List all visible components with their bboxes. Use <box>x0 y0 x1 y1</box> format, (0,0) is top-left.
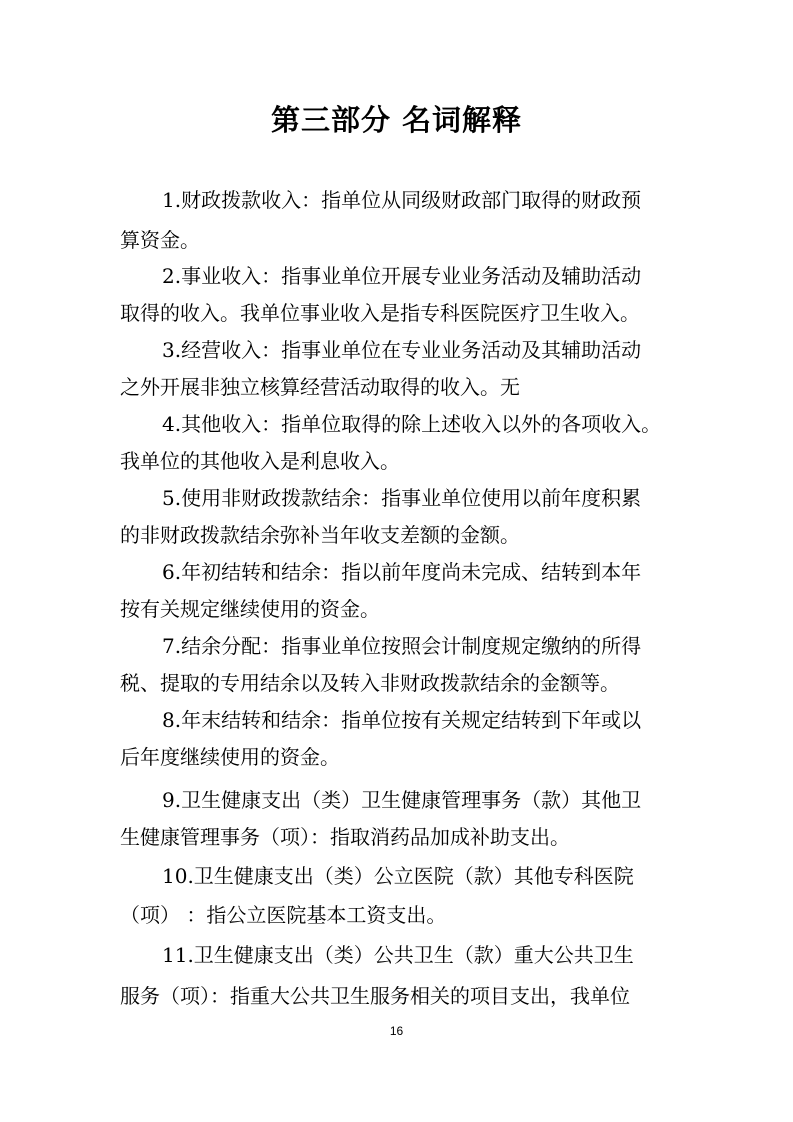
item-5-line-1: 5.使用非财政拨款结余：指事业单位使用以前年度积累 <box>162 486 642 510</box>
item-1-line-2: 算资金。 <box>120 228 200 252</box>
item-2-line-2: 取得的收入。我单位事业收入是指专科医院医疗卫生收入。 <box>120 301 640 325</box>
item-1-line-1: 1.财政拨款收入：指单位从同级财政部门取得的财政预 <box>162 188 642 212</box>
item-2-line-1: 2.事业收入：指事业单位开展专业业务活动及辅助活动 <box>162 264 642 288</box>
item-11-line-2: 服务（项）：指重大公共卫生服务相关的项目支出，我单位 <box>120 984 630 1008</box>
item-8-line-1: 8.年末结转和结余：指单位按有关规定结转到下年或以 <box>162 708 642 732</box>
item-9-line-2: 生健康管理事务（项）：指取消药品加成补助支出。 <box>120 825 570 849</box>
item-10-line-1: 10.卫生健康支出（类）公立医院（款）其他专科医院 <box>162 864 634 888</box>
item-3-line-2: 之外开展非独立核算经营活动取得的收入。无 <box>120 375 520 399</box>
item-4-line-1: 4.其他收入：指单位取得的除上述收入以外的各项收入。 <box>162 412 662 436</box>
page-title: 第三部分 名词解释 <box>270 103 523 137</box>
item-6-line-1: 6.年初结转和结余：指以前年度尚未完成、结转到本年 <box>162 560 642 584</box>
item-9-line-1: 9.卫生健康支出（类）卫生健康管理事务（款）其他卫 <box>162 788 642 812</box>
item-7-line-2: 税、提取的专用结余以及转入非财政拨款结余的金额等。 <box>120 671 620 695</box>
item-11-line-1: 11.卫生健康支出（类）公共卫生（款）重大公共卫生 <box>162 943 634 967</box>
item-10-line-2: （项） ：指公立医院基本工资支出。 <box>120 903 447 927</box>
item-7-line-1: 7.结余分配：指事业单位按照会计制度规定缴纳的所得 <box>162 634 642 658</box>
item-6-line-2: 按有关规定继续使用的资金。 <box>120 597 380 621</box>
item-3-line-1: 3.经营收入：指事业单位在专业业务活动及其辅助活动 <box>162 338 642 362</box>
page-number: 16 <box>389 1024 404 1038</box>
item-4-line-2: 我单位的其他收入是利息收入。 <box>120 449 400 473</box>
item-5-line-2: 的非财政拨款结余弥补当年收支差额的金额。 <box>120 523 520 547</box>
item-8-line-2: 后年度继续使用的资金。 <box>120 745 340 769</box>
